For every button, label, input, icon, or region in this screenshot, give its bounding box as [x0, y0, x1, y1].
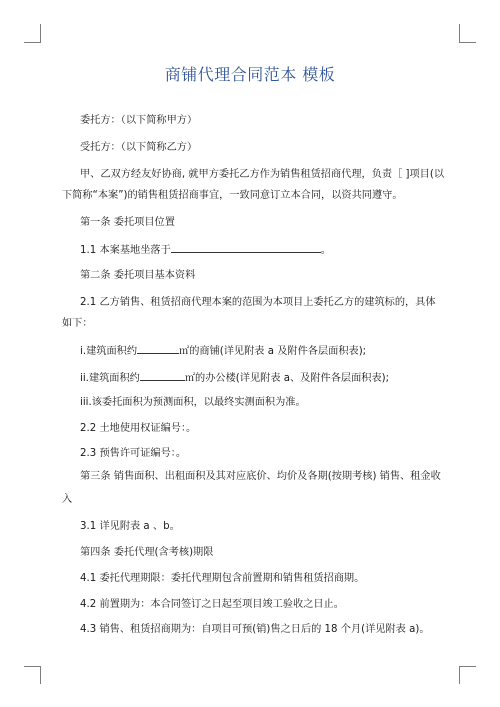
article-2-1-line-1: 2.1 乙方销售、租赁招商代理本案的范围为本项目上委托乙方的建筑标的，具体: [80, 297, 436, 308]
item-i-suffix: ㎡的商铺(详见附表 a 及附件各层面积表);: [179, 346, 367, 357]
article-4-title: 第四条 委托代理(含考核)期限: [80, 547, 214, 558]
article-3-1: 3.1 详见附表 a 、b。: [80, 521, 180, 532]
article-2-title: 第二条 委托项目基本资料: [80, 270, 196, 281]
article-4-2: 4.2 前置期为：本合同签订之日起至项目竣工验收之日止。: [80, 599, 344, 610]
item-ii-prefix: ii.建筑面积约: [80, 373, 140, 384]
article-2-1-line-2: 如下：: [62, 318, 93, 329]
crop-mark-top-right-v: [459, 24, 460, 42]
article-4-3: 4.3 销售、租赁招商期为：自项目可预(销)售之日后的 18 个月(详见附表 a)。: [80, 624, 430, 635]
article-1-title: 第一条 委托项目位置: [80, 217, 175, 228]
crop-mark-top-left-h: [24, 42, 41, 43]
article-3-line-1: 第三条 销售面积、出租面积及其对应底价、均价及各期(按期考核) 销售、租金收: [80, 471, 441, 482]
agent-line: 受托方：（以下简称乙方）: [80, 142, 198, 153]
crop-mark-top-right-h: [459, 42, 476, 43]
article-1-1-prefix: 1.1 本案基地坐落于: [80, 245, 171, 256]
location-blank[interactable]: [171, 242, 321, 253]
article-1-1-suffix: 。: [320, 245, 331, 256]
item-iii: iii.该委托面积为预测面积，以最终实测面积为准。: [80, 397, 306, 408]
item-ii-suffix: ㎡的办公楼(详见附表 a、及附件各层面积表);: [184, 373, 390, 384]
crop-mark-bottom-left-h: [24, 666, 41, 667]
article-4-1: 4.1 委托代理期限：委托代理期包含前置期和销售租赁招商期。: [80, 573, 365, 584]
crop-mark-bottom-right-v: [459, 666, 460, 684]
crop-mark-bottom-right-h: [459, 666, 476, 667]
article-2-2: 2.2 土地使用权证编号：。: [80, 423, 197, 434]
item-i: [80, 343, 366, 359]
article-2-3: 2.3 预售许可证编号：。: [80, 448, 187, 459]
item-ii: [80, 370, 389, 386]
office-area-blank[interactable]: [140, 370, 185, 381]
crop-mark-bottom-left-v: [40, 666, 41, 684]
article-3-line-2: 入: [62, 494, 73, 505]
item-i-prefix: i.建筑面积约: [80, 346, 138, 357]
crop-mark-top-left-v: [40, 24, 41, 42]
article-1-1: [80, 242, 331, 258]
intro-line-2: 下简称“本案”)的销售租赁招商事宜，一致同意订立本合同，以资共同遵守。: [62, 190, 403, 201]
intro-line-1: 甲、乙双方经友好协商, 就甲方委托乙方作为销售租赁招商代理，负责［ ]项目(以: [80, 169, 445, 180]
shop-area-blank[interactable]: [137, 343, 179, 354]
principal-line: 委托方：（以下简称甲方）: [80, 115, 198, 126]
document-title: 商铺代理合同范本 模板: [164, 65, 336, 84]
